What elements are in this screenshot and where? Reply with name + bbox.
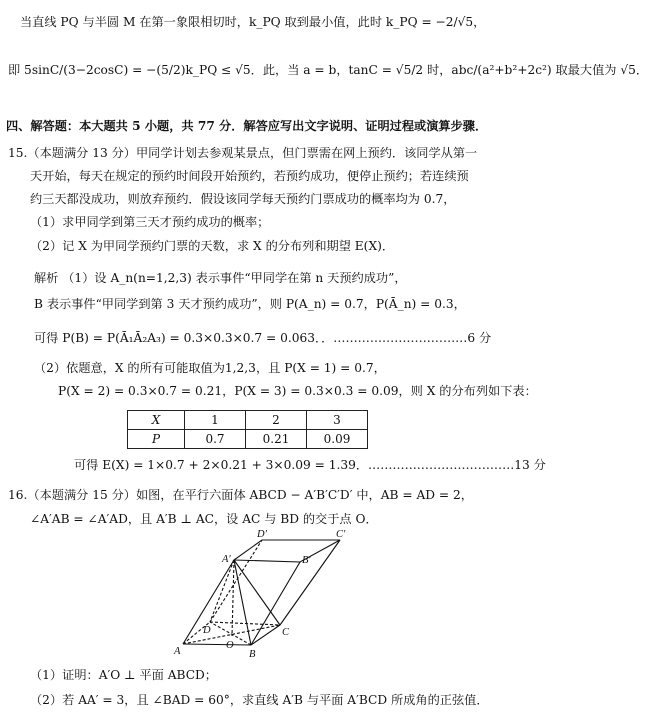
distribution-table	[127, 410, 368, 449]
line-2: 即 5sinC/(3−2cosC) = −(5/2)k_PQ ≤ √5．此，当 a = b，tanC = √5/2 时，abc/(a²+b²+2c²) 取最大值为 √5．	[8, 63, 648, 77]
vertex-label-O: O	[226, 640, 234, 651]
vertex-label-A-prime: A′	[222, 554, 231, 565]
table-cell: P	[128, 430, 185, 449]
vertex-label-D-prime: D′	[257, 529, 267, 540]
solution-line-3: 可得 P(B) = P(Ā₁Ā₂A₃) = 0.3×0.3×0.7 = 0.063．．……………………………6 分	[34, 331, 492, 345]
solution-line-1: 解析 （1）设 A_n(n=1,2,3) 表示事件“甲同学在第 n 天预约成功”，	[34, 271, 407, 285]
vertex-label-D: D	[203, 625, 211, 636]
question-16-2: （2）若 AA′ = 3，且 ∠BAD = 60°，求直线 A′B 与平面 A′BCD 所成角的正弦值．	[30, 693, 489, 707]
problem-15-line-1: 15.（本题满分 13 分）甲同学计划去参观某景点，但门票需在网上预约．该同学从第一	[8, 146, 478, 160]
vertex-label-C-prime: C′	[336, 529, 346, 540]
question-15-2: （2）记 X 为甲同学预约门票的天数，求 X 的分布列和期望 E(X)．	[30, 239, 395, 253]
table-cell: 0.09	[307, 430, 368, 449]
problem-16-line-2: ∠A′AB = ∠A′AD，且 A′B ⊥ AC，设 AC 与 BD 的交于点 O．	[30, 512, 378, 526]
vertex-label-A: A	[174, 646, 181, 657]
vertex-label-B: B	[249, 649, 256, 660]
section-heading: 四、解答题：本大题共 5 小题，共 77 分．解答应写出文字说明、证明过程或演算步骤．	[6, 119, 488, 133]
table-cell: 0.21	[246, 430, 307, 449]
solution-line-6: 可得 E(X) = 1×0.7 + 2×0.21 + 3×0.09 = 1.39．………………………………13 分	[74, 458, 546, 472]
vertex-label-B-prime: B′	[302, 555, 311, 566]
problem-16-line-1: 16.（本题满分 15 分）如图，在平行六面体 ABCD − A′B′C′D′ 中，AB = AD = 2，	[8, 488, 473, 502]
table-cell: 1	[185, 411, 246, 430]
line-1: 当直线 PQ 与半圆 M 在第一象限相切时，k_PQ 取到最小值，此时 k_PQ = −2/√5，	[20, 15, 486, 29]
table-cell: X	[128, 411, 185, 430]
question-16-1: （1）证明：A′O ⊥ 平面 ABCD；	[30, 668, 217, 682]
solution-line-4: （2）依题意，X 的所有可能取值为1,2,3，且 P(X = 1) = 0.7，	[34, 361, 386, 375]
table-cell: 3	[307, 411, 368, 430]
table-cell: 0.7	[185, 430, 246, 449]
problem-15-line-2: 天开始，每天在规定的预约时间段开始预约，若预约成功，便停止预约；若连续预	[30, 169, 469, 183]
solution-line-2: B 表示事件“甲同学到第 3 天才预约成功”，则 P(A_n) = 0.7，P(Ā_n) = 0.3，	[34, 297, 466, 311]
problem-15-line-3: 约三天都没成功，则放弃预约．假设该同学每天预约门票成功的概率均为 0.7，	[30, 192, 456, 206]
solution-line-5: P(X = 2) = 0.3×0.7 = 0.21，P(X = 3) = 0.3×0.3 = 0.09，则 X 的分布列如下表：	[58, 384, 537, 398]
table-row	[128, 411, 368, 430]
table-row	[128, 430, 368, 449]
question-15-1: （1）求甲同学到第三天才预约成功的概率；	[30, 215, 270, 229]
table-cell: 2	[246, 411, 307, 430]
vertex-label-C: C	[282, 627, 290, 638]
